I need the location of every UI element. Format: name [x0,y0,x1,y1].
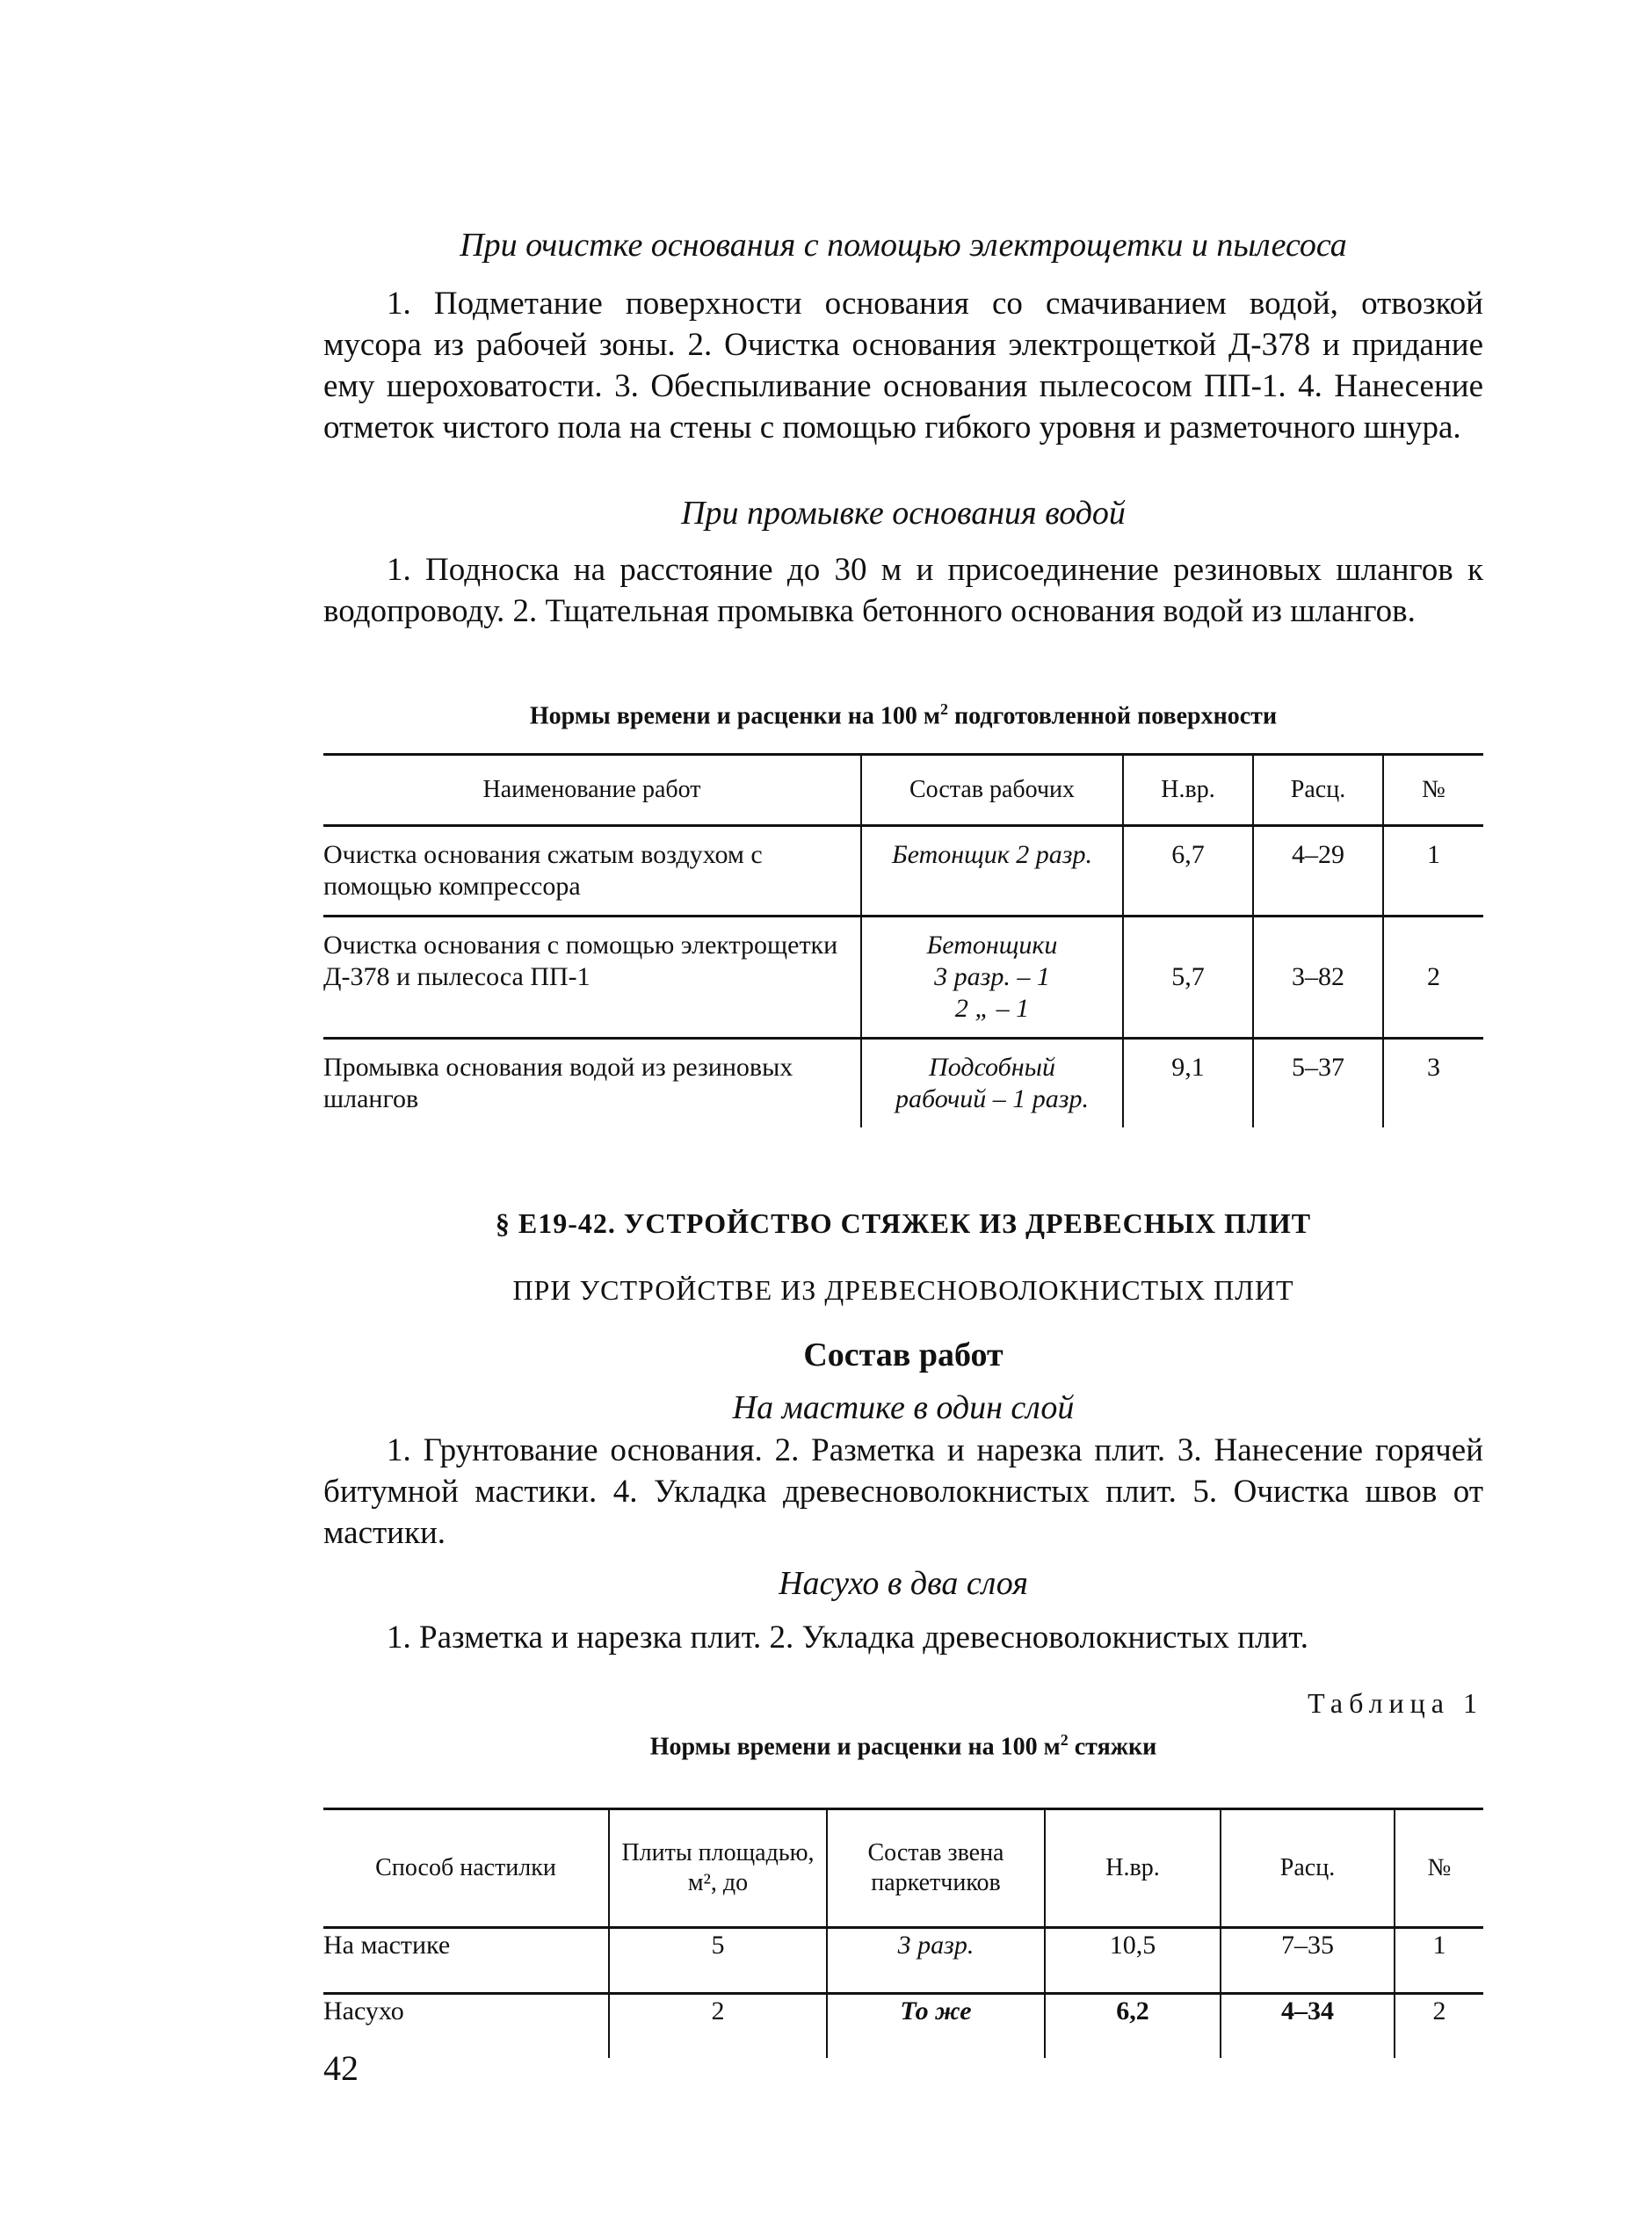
column-header: Н.вр. [1123,755,1253,826]
crew-line: 2 „ – 1 [954,994,1030,1023]
table1-caption-text: Нормы времени и расценки на 100 м [529,702,940,730]
table-label: Таблица 1 [1308,1687,1483,1719]
crew-line: Подсобный [929,1053,1055,1082]
cell-norm: 10,5 [1045,1928,1221,1994]
cell-method: На мастике [323,1931,451,1960]
page-number: 42 [323,2048,359,2088]
cell-work-name: Очистка основания с помощью электрощетки Д-378 и пылесоса ПП-1 [323,917,861,1039]
table2-caption-text: Нормы времени и расценки на 100 м [649,1733,1061,1761]
cell-crew: 3 разр. [827,1928,1045,1994]
column-header: Н.вр. [1045,1809,1221,1928]
table-row [323,1994,1483,2059]
cell-method: Насухо [323,1994,609,2059]
cell-crew [861,1039,1123,1128]
crew-line: рабочий – 1 разр. [895,1084,1089,1113]
cell-rate: 7–35 [1221,1928,1395,1994]
cell-work-name: Промывка основания водой из резиновых шлангов [323,1039,861,1128]
table-row [323,826,1483,917]
crew-line: 3 разр. – 1 [934,962,1050,991]
cell-norm: 6,2 [1045,1994,1221,2059]
cell-number: 1 [1383,826,1483,917]
cell-rate: 3–82 [1253,917,1383,1039]
cell-crew [861,917,1123,1039]
composition-heading: Состав работ [803,1337,1004,1373]
table-norms-screed [323,1808,1483,2058]
document-page [323,0,1483,2232]
column-header: Плиты площадью, м², до [609,1809,827,1928]
cell-rate: 5–37 [1253,1039,1383,1128]
section-subtitle: ПРИ УСТРОЙСТВЕ ИЗ ДРЕВЕСНОВОЛОКНИСТЫХ ПЛИТ [512,1274,1294,1306]
table-header-row [323,1809,1483,1928]
cell-crew [861,826,1123,917]
cell-number: 3 [1383,1039,1483,1128]
column-header: № [1383,755,1483,826]
paragraph-water-wash: 1. Подноска на расстояние до 30 м и присоединение резиновых шлангов к водопроводу. 2. Тщательная промывка бетонного основания водой из шлангов. [323,552,1483,629]
paragraph-dry: 1. Разметка и нарезка плит. 2. Укладка древесноволокнистых плит. [387,1620,1308,1656]
column-header: Состав звена паркетчиков [827,1809,1045,1928]
table2-caption-sup: 2 [1060,1731,1069,1749]
column-header: Наименование работ [323,755,861,826]
table-row [323,1039,1483,1128]
cell-rate: 4–29 [1253,826,1383,917]
table1-caption-text-end: подготовленной поверхности [947,702,1278,730]
section-title: § Е19-42. УСТРОЙСТВО СТЯЖЕК ИЗ ДРЕВЕСНЫХ ПЛИТ [495,1207,1312,1239]
cell-area: 5 [609,1928,827,1994]
table-norms-surface [323,753,1483,1127]
subheading-electrobrush: При очистке основания с помощью электрощетки и пылесоса [460,227,1347,264]
cell-norm: 5,7 [1123,917,1253,1039]
table1-caption-sup: 2 [939,700,948,718]
column-header: Состав рабочих [861,755,1123,826]
table-row [323,917,1483,1039]
table-header-row [323,755,1483,826]
cell-number: 2 [1383,917,1483,1039]
subheading-water-wash: При промывке основания водой [681,495,1126,532]
table2-caption [323,1725,1483,1762]
table2-caption-text-end: стяжки [1068,1733,1157,1761]
column-header: Расц. [1221,1809,1395,1928]
cell-area: 2 [609,1994,827,2059]
crew-line: Бетонщик 2 разр. [891,840,1093,869]
column-header: Способ настилки [323,1809,609,1928]
subheading-dry: Насухо в два слоя [779,1565,1028,1602]
cell-norm: 6,7 [1123,826,1253,917]
crew-line: Бетонщики [926,931,1058,960]
subheading-mastic: На мастике в один слой [732,1389,1075,1426]
column-header: Расц. [1253,755,1383,826]
cell-rate: 4–34 [1221,1994,1395,2059]
cell-number: 2 [1395,1994,1483,2059]
table1-caption [323,694,1483,731]
cell-crew: То же [827,1994,1045,2059]
cell-work-name: Очистка основания сжатым воздухом с помощью компрессора [323,840,763,901]
paragraph-mastic: 1. Грунтование основания. 2. Разметка и нарезка плит. 3. Нанесение горячей битумной мастики. 4. Укладка древесноволокнистых плит. 5. Очистка швов от мастики. [323,1432,1483,1551]
paragraph-electrobrush: 1. Подметание поверхности основания со смачиванием водой, отвозкой мусора из рабочей зоны. 2. Очистка основания электрощеткой Д-378 и придание ему шероховатости. 3. Обеспыливание основания пылесосом ПП-1. 4. Нанесение отметок чистого пола на стены с помощью гибкого уровня и разметочного шнура. [323,286,1483,446]
cell-norm: 9,1 [1123,1039,1253,1128]
table-row [323,1928,1483,1994]
cell-number: 1 [1395,1928,1483,1994]
column-header: № [1395,1809,1483,1928]
